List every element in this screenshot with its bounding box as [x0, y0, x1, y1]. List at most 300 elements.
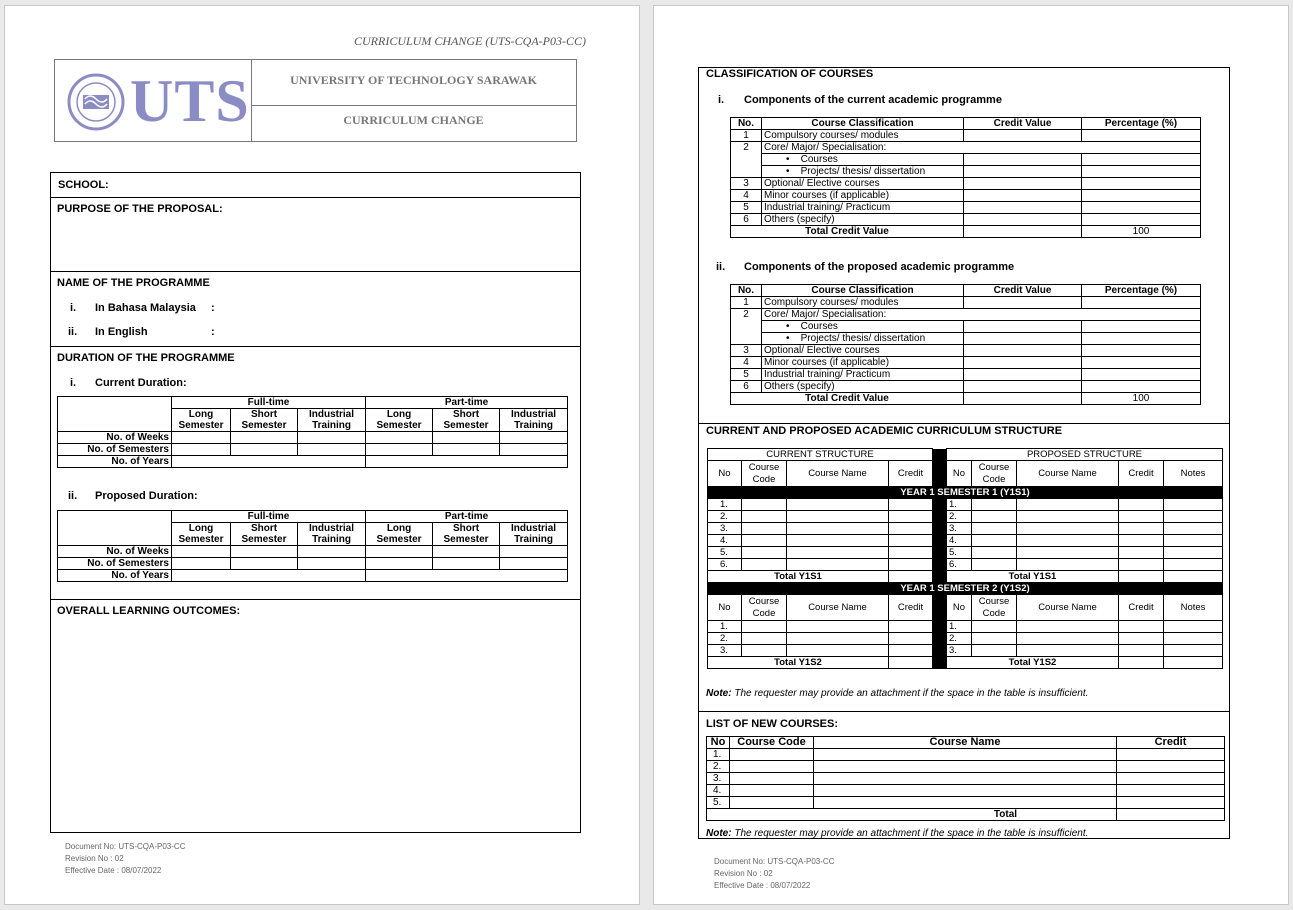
input-cell[interactable]	[500, 444, 568, 456]
input-cell[interactable]	[298, 546, 366, 558]
row-label: No. of Years	[58, 570, 172, 582]
row-no: 5.	[708, 547, 742, 559]
col-header-classification: Course Classification	[762, 118, 964, 130]
row-label: Industrial training/ Practicum	[762, 202, 964, 214]
col-header-percentage: Percentage (%)	[1082, 285, 1201, 297]
input-cell[interactable]	[730, 761, 814, 773]
input-cell[interactable]	[500, 432, 568, 444]
full-time-header: Full-time	[172, 397, 366, 409]
row-no: 1	[731, 130, 762, 142]
input-cell[interactable]	[1082, 333, 1201, 345]
name-item-label: In English	[95, 326, 148, 338]
input-cell[interactable]	[366, 456, 568, 468]
structure-col-header: Course Name	[1017, 595, 1119, 621]
input-cell[interactable]	[1119, 571, 1164, 583]
table-row	[708, 559, 1223, 571]
input-cell[interactable]	[787, 621, 889, 633]
input-cell[interactable]	[1119, 535, 1164, 547]
row-no: 1.	[708, 621, 742, 633]
input-cell[interactable]	[231, 432, 298, 444]
structure-col-header: Course Code	[972, 595, 1017, 621]
programme-name-label: NAME OF THE PROGRAMME	[57, 277, 210, 289]
row-label: Core/ Major/ Specialisation:	[762, 142, 1201, 154]
input-cell[interactable]	[730, 785, 814, 797]
revision-number: Revision No : 02	[65, 854, 124, 863]
input-cell[interactable]	[787, 511, 889, 523]
input-cell[interactable]	[1017, 523, 1119, 535]
row-no: 5.	[707, 797, 730, 809]
input-cell[interactable]	[1017, 645, 1119, 657]
input-cell[interactable]	[889, 633, 933, 645]
input-cell[interactable]	[889, 499, 933, 511]
row-no: 1	[731, 297, 762, 309]
new-courses-label: LIST OF NEW COURSES:	[706, 718, 838, 730]
input-cell[interactable]	[1117, 761, 1225, 773]
duration-label: DURATION OF THE PROGRAMME	[57, 352, 235, 364]
row-no: 2.	[707, 761, 730, 773]
row-no: 6.	[947, 559, 972, 571]
input-cell[interactable]	[730, 797, 814, 809]
input-cell[interactable]	[1119, 645, 1164, 657]
proposed-duration-table	[57, 510, 568, 582]
input-cell[interactable]	[972, 547, 1017, 559]
row-label: Optional/ Elective courses	[762, 345, 964, 357]
row-no: 6	[731, 214, 762, 226]
row-label: No. of Years	[58, 456, 172, 468]
column-separator	[933, 499, 947, 511]
input-cell[interactable]	[787, 547, 889, 559]
col-header-percentage: Percentage (%)	[1082, 118, 1201, 130]
row-label: No. of Semesters	[58, 444, 172, 456]
semester-total-label: Total Y1S1	[708, 571, 889, 583]
row-no: 3.	[707, 773, 730, 785]
input-cell[interactable]	[964, 321, 1082, 333]
row-no: 5	[731, 369, 762, 381]
name-item-colon: :	[211, 302, 215, 314]
new-courses-note: Note: The requester may provide an attachment if the space in the table is insufficient.	[706, 828, 1089, 839]
semester-total-label: Total Y1S1	[947, 571, 1119, 583]
column-separator	[933, 621, 947, 633]
row-no: 5.	[947, 547, 972, 559]
column-separator	[933, 523, 947, 535]
input-cell[interactable]	[1119, 621, 1164, 633]
structure-col-header: Course Code	[742, 461, 787, 487]
input-cell[interactable]	[1119, 633, 1164, 645]
proposed-components-label: Components of the proposed academic programme	[744, 261, 1015, 273]
input-cell[interactable]	[1164, 657, 1223, 669]
input-cell[interactable]	[172, 546, 231, 558]
purpose-label: PURPOSE OF THE PROPOSAL:	[57, 203, 223, 215]
input-cell[interactable]	[972, 559, 1017, 571]
input-cell[interactable]	[787, 559, 889, 571]
duration-col-header: Short Semester	[231, 523, 298, 546]
input-cell[interactable]	[814, 761, 1117, 773]
row-no: 3.	[947, 645, 972, 657]
input-cell[interactable]	[742, 621, 787, 633]
duration-col-header: Industrial Training	[500, 409, 568, 432]
row-no: 2.	[947, 511, 972, 523]
column-separator	[933, 657, 947, 669]
bullet-row: • Courses	[762, 321, 964, 333]
structure-col-header: Course Name	[1017, 461, 1119, 487]
table-row	[708, 511, 1223, 523]
input-cell[interactable]	[433, 432, 500, 444]
duration-col-header: Short Semester	[433, 523, 500, 546]
input-cell[interactable]	[787, 499, 889, 511]
input-cell[interactable]	[742, 511, 787, 523]
input-cell[interactable]	[1117, 785, 1225, 797]
input-cell[interactable]	[889, 547, 933, 559]
row-no: 1.	[947, 621, 972, 633]
input-cell[interactable]	[742, 523, 787, 535]
form-title: CURRICULUM CHANGE	[343, 113, 484, 127]
structure-note: Note: The requester may provide an attachment if the space in the table is insufficient.	[706, 688, 1089, 699]
classification-label: CLASSIFICATION OF COURSES	[706, 68, 874, 80]
input-cell[interactable]	[889, 657, 933, 669]
structure-label: CURRENT AND PROPOSED ACADEMIC CURRICULUM STRUCTURE	[706, 425, 1063, 437]
input-cell[interactable]	[742, 547, 787, 559]
input-cell[interactable]	[1017, 511, 1119, 523]
input-cell[interactable]	[1164, 645, 1223, 657]
structure-col-header: Credit	[889, 595, 933, 621]
input-cell[interactable]	[964, 166, 1082, 178]
effective-date: Effective Date : 08/07/2022	[714, 881, 811, 890]
structure-col-header: Notes	[1164, 461, 1223, 487]
current-structure-title: CURRENT STRUCTURE	[708, 449, 933, 461]
input-cell[interactable]	[889, 645, 933, 657]
input-cell[interactable]	[889, 559, 933, 571]
input-cell[interactable]	[366, 570, 568, 582]
structure-col-header: Course Name	[787, 595, 889, 621]
input-cell[interactable]	[433, 558, 500, 570]
input-cell[interactable]	[1082, 214, 1201, 226]
full-time-header: Full-time	[172, 511, 366, 523]
input-cell[interactable]	[1082, 166, 1201, 178]
table-row	[708, 621, 1223, 633]
row-no: 2.	[708, 511, 742, 523]
duration-col-header: Short Semester	[231, 409, 298, 432]
structure-col-header: Credit	[1119, 595, 1164, 621]
input-cell[interactable]	[964, 345, 1082, 357]
duration-col-header: Long Semester	[172, 409, 231, 432]
input-cell[interactable]	[172, 570, 366, 582]
input-cell[interactable]	[964, 226, 1082, 238]
input-cell[interactable]	[1117, 749, 1225, 761]
input-cell[interactable]	[1082, 321, 1201, 333]
input-cell[interactable]	[1082, 369, 1201, 381]
input-cell[interactable]	[1119, 547, 1164, 559]
table-row	[707, 785, 1225, 797]
school-label: SCHOOL:	[58, 179, 109, 191]
input-cell[interactable]	[231, 546, 298, 558]
input-cell[interactable]	[1082, 178, 1201, 190]
structure-col-header: No	[708, 461, 742, 487]
input-cell[interactable]	[1017, 499, 1119, 511]
input-cell[interactable]	[1164, 633, 1223, 645]
row-label: Compulsory courses/ modules	[762, 130, 964, 142]
row-no: 2.	[947, 633, 972, 645]
proposed-components-num: ii.	[716, 261, 726, 273]
input-cell[interactable]	[1164, 499, 1223, 511]
input-cell[interactable]	[366, 432, 433, 444]
input-cell[interactable]	[1082, 202, 1201, 214]
row-no: 6	[731, 381, 762, 393]
input-cell[interactable]	[964, 190, 1082, 202]
page-2	[653, 5, 1289, 905]
input-cell[interactable]	[814, 773, 1117, 785]
structure-col-header: Credit	[889, 461, 933, 487]
input-cell[interactable]	[298, 558, 366, 570]
current-duration-num: i.	[70, 377, 77, 389]
new-courses-total-label: Total	[707, 809, 1117, 821]
input-cell[interactable]	[972, 621, 1017, 633]
column-separator	[933, 595, 947, 621]
input-cell[interactable]	[972, 523, 1017, 535]
structure-col-header: Credit	[1119, 461, 1164, 487]
row-no: 4	[731, 357, 762, 369]
proposed-duration-num: ii.	[68, 490, 78, 502]
row-label: Minor courses (if applicable)	[762, 190, 964, 202]
current-duration-table	[57, 396, 568, 468]
structure-col-header: Notes	[1164, 595, 1223, 621]
input-cell[interactable]	[1082, 130, 1201, 142]
input-cell[interactable]	[366, 444, 433, 456]
input-cell[interactable]	[1119, 523, 1164, 535]
input-cell[interactable]	[972, 511, 1017, 523]
input-cell[interactable]	[1164, 547, 1223, 559]
revision-number: Revision No : 02	[714, 869, 773, 878]
table-corner-cell	[58, 397, 172, 432]
input-cell[interactable]	[298, 444, 366, 456]
row-label: Core/ Major/ Specialisation:	[762, 309, 1201, 321]
structure-col-header: Course Name	[787, 461, 889, 487]
input-cell[interactable]	[1117, 797, 1225, 809]
input-cell[interactable]	[787, 535, 889, 547]
programme-form	[50, 172, 581, 833]
input-cell[interactable]	[964, 297, 1082, 309]
name-item-colon: :	[211, 326, 215, 338]
input-cell[interactable]	[742, 535, 787, 547]
input-cell[interactable]	[972, 499, 1017, 511]
table-row	[708, 523, 1223, 535]
input-cell[interactable]	[1119, 559, 1164, 571]
column-separator	[933, 461, 947, 487]
input-cell[interactable]	[972, 633, 1017, 645]
input-cell[interactable]	[1082, 154, 1201, 166]
column-separator	[933, 511, 947, 523]
input-cell[interactable]	[1082, 190, 1201, 202]
col-header-classification: Course Classification	[762, 285, 964, 297]
row-no: 3.	[947, 523, 972, 535]
input-cell[interactable]	[1164, 621, 1223, 633]
input-cell[interactable]	[172, 444, 231, 456]
input-cell[interactable]	[742, 645, 787, 657]
input-cell[interactable]	[889, 523, 933, 535]
col-header-no: No.	[731, 285, 762, 297]
column-separator	[933, 559, 947, 571]
input-cell[interactable]	[787, 523, 889, 535]
row-no: 3.	[708, 523, 742, 535]
input-cell[interactable]	[730, 749, 814, 761]
total-percentage: 100	[1082, 226, 1201, 238]
input-cell[interactable]	[1119, 511, 1164, 523]
row-no: 1.	[707, 749, 730, 761]
row-no: 3	[731, 345, 762, 357]
new-courses-table	[706, 736, 1225, 821]
name-item-num: i.	[70, 302, 77, 314]
input-cell[interactable]	[172, 558, 231, 570]
structure-col-header: No	[708, 595, 742, 621]
row-no: 3.	[708, 645, 742, 657]
university-seal-logo	[67, 73, 125, 131]
input-cell[interactable]	[889, 511, 933, 523]
total-percentage: 100	[1082, 393, 1201, 405]
semester-total-label: Total Y1S2	[947, 657, 1119, 669]
input-cell[interactable]	[433, 546, 500, 558]
name-item-num: ii.	[68, 326, 78, 338]
input-cell[interactable]	[1017, 621, 1119, 633]
university-name: UNIVERSITY OF TECHNOLOGY SARAWAK	[290, 73, 537, 87]
current-classification-table	[730, 117, 1201, 238]
table-row	[707, 773, 1225, 785]
current-duration-label: Current Duration:	[95, 377, 187, 389]
input-cell[interactable]	[1119, 657, 1164, 669]
input-cell[interactable]	[1017, 559, 1119, 571]
input-cell[interactable]	[1164, 571, 1223, 583]
row-no: 2	[731, 309, 762, 345]
input-cell[interactable]	[500, 558, 568, 570]
logo-text: UTS	[130, 68, 250, 134]
input-cell[interactable]	[964, 130, 1082, 142]
input-cell[interactable]	[964, 381, 1082, 393]
input-cell[interactable]	[889, 535, 933, 547]
input-cell[interactable]	[742, 499, 787, 511]
new-course-col-header: Course Code	[730, 737, 814, 749]
learning-outcomes-label: OVERALL LEARNING OUTCOMES:	[57, 605, 241, 617]
document-number: Document No: UTS-CQA-P03-CC	[65, 842, 186, 851]
row-label: Others (specify)	[762, 214, 964, 226]
column-separator	[933, 547, 947, 559]
part-time-header: Part-time	[366, 511, 568, 523]
table-corner-cell	[58, 511, 172, 546]
page-1	[4, 5, 640, 905]
column-separator	[933, 449, 947, 461]
input-cell[interactable]	[172, 432, 231, 444]
input-cell[interactable]	[1119, 499, 1164, 511]
table-row	[707, 749, 1225, 761]
total-label: Total Credit Value	[731, 393, 964, 405]
current-components-label: Components of the current academic programme	[744, 94, 1002, 106]
input-cell[interactable]	[1117, 809, 1225, 821]
input-cell[interactable]	[1117, 773, 1225, 785]
structure-col-header: Course Code	[742, 595, 787, 621]
row-no: 5	[731, 202, 762, 214]
input-cell[interactable]	[366, 558, 433, 570]
curriculum-structure-table	[707, 448, 1223, 669]
row-label: No. of Weeks	[58, 546, 172, 558]
bullet-row: • Projects/ thesis/ dissertation	[762, 333, 964, 345]
row-label: Optional/ Elective courses	[762, 178, 964, 190]
new-course-col-header: Credit	[1117, 737, 1225, 749]
input-cell[interactable]	[1082, 381, 1201, 393]
input-cell[interactable]	[964, 154, 1082, 166]
document-code-title: CURRICULUM CHANGE (UTS-CQA-P03-CC)	[354, 34, 586, 48]
input-cell[interactable]	[742, 633, 787, 645]
semester-title: YEAR 1 SEMESTER 1 (Y1S1)	[708, 487, 1223, 499]
input-cell[interactable]	[500, 546, 568, 558]
input-cell[interactable]	[787, 633, 889, 645]
input-cell[interactable]	[366, 546, 433, 558]
input-cell[interactable]	[964, 369, 1082, 381]
row-label: No. of Weeks	[58, 432, 172, 444]
semester-title: YEAR 1 SEMESTER 2 (Y1S2)	[708, 583, 1223, 595]
input-cell[interactable]	[1082, 297, 1201, 309]
row-no: 4.	[707, 785, 730, 797]
input-cell[interactable]	[964, 333, 1082, 345]
col-header-no: No.	[731, 118, 762, 130]
input-cell[interactable]	[814, 797, 1117, 809]
input-cell[interactable]	[742, 559, 787, 571]
duration-col-header: Industrial Training	[298, 409, 366, 432]
proposed-structure-title: PROPOSED STRUCTURE	[947, 449, 1223, 461]
input-cell[interactable]	[972, 645, 1017, 657]
row-label: No. of Semesters	[58, 558, 172, 570]
page-footer	[65, 841, 185, 877]
input-cell[interactable]	[1082, 357, 1201, 369]
name-item-label: In Bahasa Malaysia	[95, 302, 196, 314]
input-cell[interactable]	[964, 393, 1082, 405]
row-label: Others (specify)	[762, 381, 964, 393]
structure-col-header: No	[947, 595, 972, 621]
input-cell[interactable]	[1164, 535, 1223, 547]
input-cell[interactable]	[298, 432, 366, 444]
input-cell[interactable]	[964, 214, 1082, 226]
input-cell[interactable]	[1082, 345, 1201, 357]
input-cell[interactable]	[1017, 633, 1119, 645]
input-cell[interactable]	[433, 444, 500, 456]
row-no: 2.	[708, 633, 742, 645]
input-cell[interactable]	[231, 444, 298, 456]
input-cell[interactable]	[1017, 535, 1119, 547]
input-cell[interactable]	[1164, 523, 1223, 535]
input-cell[interactable]	[787, 645, 889, 657]
duration-col-header: Long Semester	[366, 409, 433, 432]
duration-col-header: Industrial Training	[500, 523, 568, 546]
column-separator	[933, 633, 947, 645]
input-cell[interactable]	[1164, 559, 1223, 571]
input-cell[interactable]	[964, 202, 1082, 214]
header-box	[54, 59, 577, 142]
semester-total-label: Total Y1S2	[708, 657, 889, 669]
input-cell[interactable]	[1164, 511, 1223, 523]
table-row	[708, 499, 1223, 511]
input-cell[interactable]	[231, 558, 298, 570]
row-label: Compulsory courses/ modules	[762, 297, 964, 309]
input-cell[interactable]	[889, 621, 933, 633]
input-cell[interactable]	[964, 178, 1082, 190]
input-cell[interactable]	[889, 571, 933, 583]
input-cell[interactable]	[730, 773, 814, 785]
structure-col-header: No	[947, 461, 972, 487]
effective-date: Effective Date : 08/07/2022	[65, 866, 162, 875]
input-cell[interactable]	[814, 785, 1117, 797]
document-number: Document No: UTS-CQA-P03-CC	[714, 857, 835, 866]
input-cell[interactable]	[1017, 547, 1119, 559]
input-cell[interactable]	[972, 535, 1017, 547]
input-cell[interactable]	[172, 456, 366, 468]
input-cell[interactable]	[964, 357, 1082, 369]
input-cell[interactable]	[814, 749, 1117, 761]
